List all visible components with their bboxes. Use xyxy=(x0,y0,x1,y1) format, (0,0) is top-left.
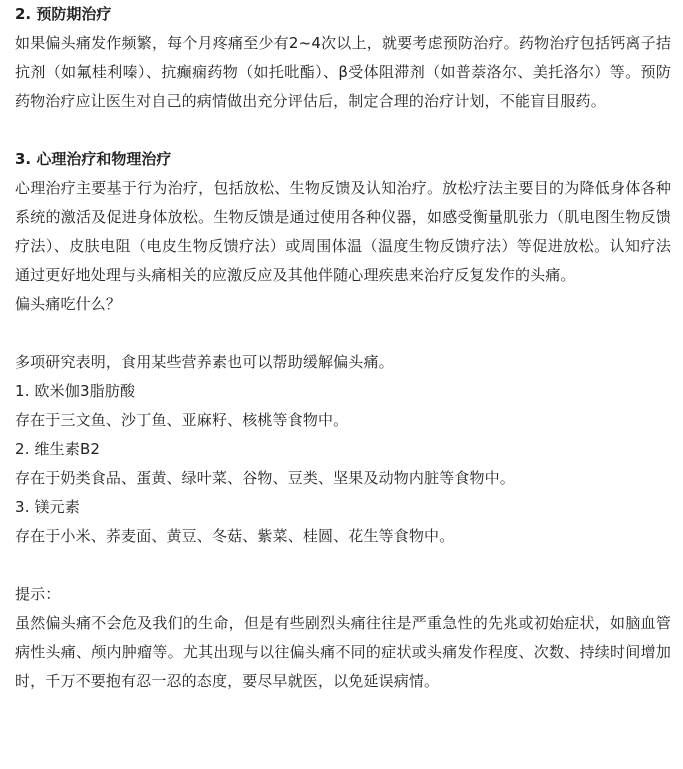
nutrient-label: 2. 维生素B2 xyxy=(15,440,101,458)
section-2-body: 如果偏头痛发作频繁，每个月疼痛至少有2~4次以上，就要考虑预防治疗。药物治疗包括钙离子拮抗剂（如氟桂利嗪）、抗癫痫药物（如托吡酯）、β受体阻滞剂（如普萘洛尔、美托洛尔）等。预防药物治疗应让医生对自己的病情做出充分评估后，制定合理的治疗计划，不能盲目服药。 xyxy=(15,34,671,110)
nutrient-label: 1. 欧米伽3脂肪酸 xyxy=(15,382,136,400)
tip-label: 提示： xyxy=(15,585,61,603)
diet-question: 偏头痛吃什么？ xyxy=(15,295,122,313)
spacer xyxy=(15,551,671,580)
section-3-heading: 3. 心理治疗和物理治疗 xyxy=(15,150,172,168)
nutrient-label: 3. 镁元素 xyxy=(15,498,80,516)
spacer xyxy=(15,319,671,348)
diet-intro: 多项研究表明，食用某些营养素也可以帮助缓解偏头痛。 xyxy=(15,353,394,371)
nutrient-description: 存在于奶类食品、蛋黄、绿叶菜、谷物、豆类、坚果及动物内脏等食物中。 xyxy=(15,469,515,487)
section-2-heading: 2. 预防期治疗 xyxy=(15,5,112,23)
spacer xyxy=(15,116,671,145)
tip-body: 虽然偏头痛不会危及我们的生命，但是有些剧烈头痛往往是严重急性的先兆或初始症状，如脑血管病性头痛、颅内肿瘤等。尤其出现与以往偏头痛不同的症状或头痛发作程度、次数、持续时间增加时，千万不要抱有忍一忍的态度，要尽早就医，以免延误病情。 xyxy=(15,614,671,690)
nutrient-description: 存在于小米、荞麦面、黄豆、冬菇、紫菜、桂圆、花生等食物中。 xyxy=(15,527,455,545)
section-3-body: 心理治疗主要基于行为治疗，包括放松、生物反馈及认知治疗。放松疗法主要目的为降低身体各种系统的激活及促进身体放松。生物反馈是通过使用各种仪器，如感受衡量肌张力（肌电图生物反馈疗法）、皮肤电阻（电皮生物反馈疗法）或周围体温（温度生物反馈疗法）等促进放松。认知疗法通过更好地处理与头痛相关的应激反应及其他伴随心理疾患来治疗反复发作的头痛。 xyxy=(15,179,671,284)
nutrient-description: 存在于三文鱼、沙丁鱼、亚麻籽、核桃等食物中。 xyxy=(15,411,349,429)
